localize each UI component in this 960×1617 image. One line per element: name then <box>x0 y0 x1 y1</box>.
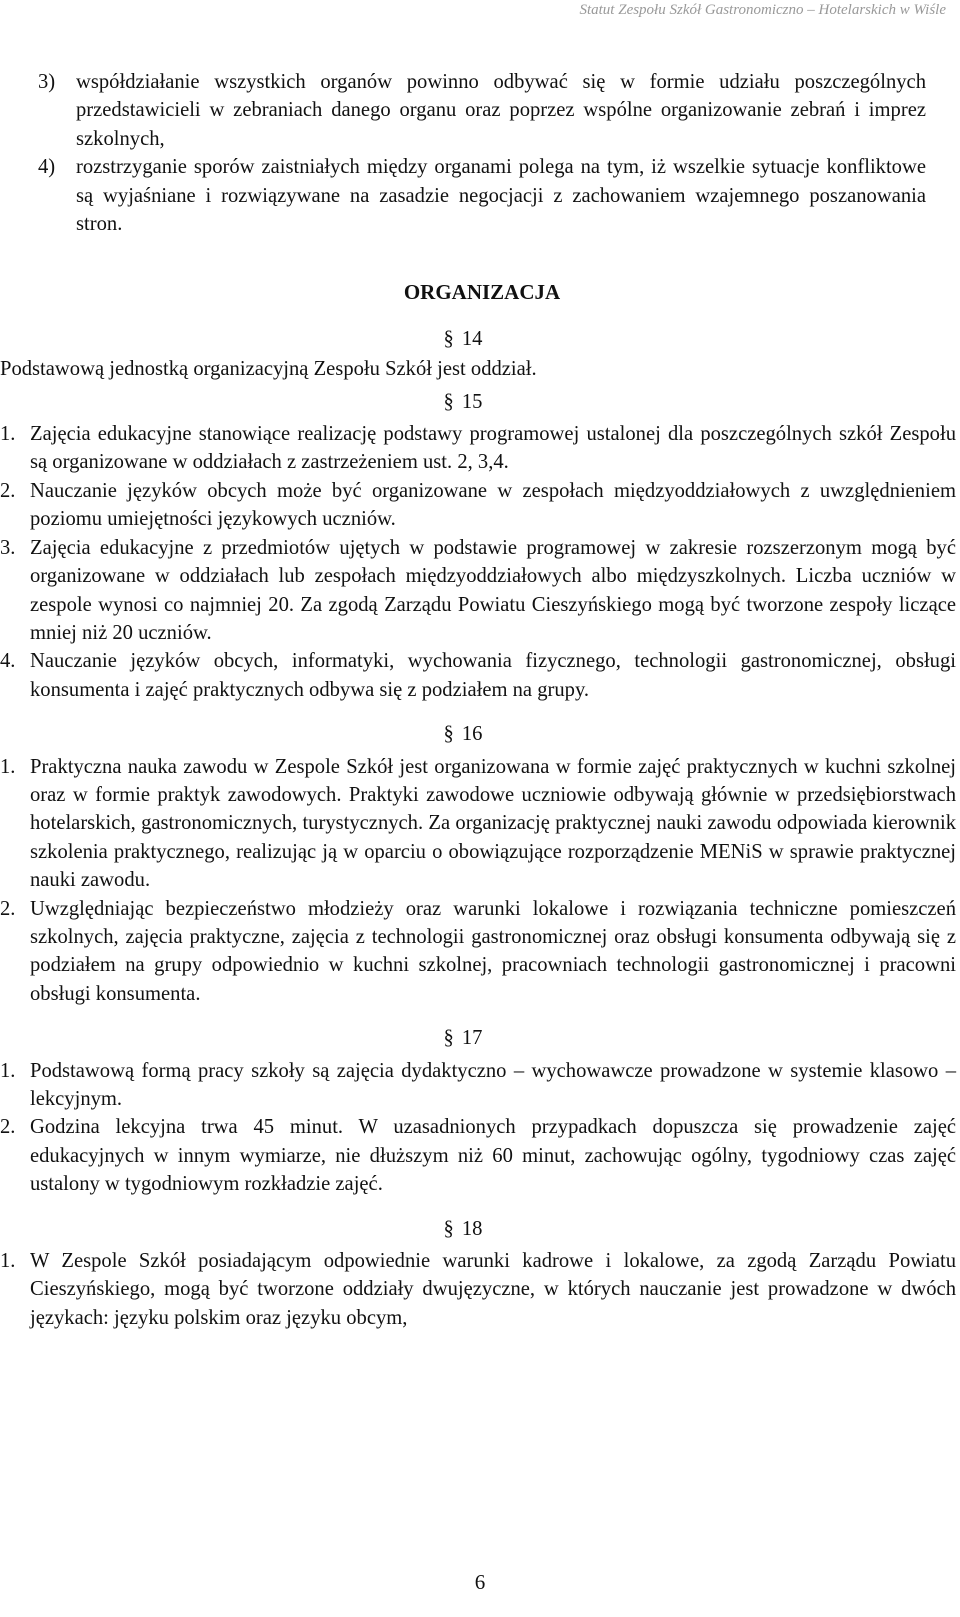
list-item <box>0 647 956 704</box>
item-number: 4) <box>38 156 56 179</box>
document-body <box>0 68 956 1332</box>
item-text: Nauczanie języków obcych, informatyki, wychowania fizycznego, technologii gastronomicznej, obsługi konsumenta i zajęć praktycznych odbywa się z podziałem na grupy. <box>30 650 956 701</box>
paragraph-heading <box>0 388 926 416</box>
list-item <box>38 68 926 153</box>
paragraph-section-18 <box>0 1215 956 1333</box>
list-item <box>0 895 956 1009</box>
paragraph-number: 16 <box>461 723 483 746</box>
list-item <box>0 753 956 895</box>
item-text: Uwzględniając bezpieczeństwo młodzieży oraz warunki lokalowe i rozwiązania techniczne pomieszczeń szkolnych, zajęcia praktyczne, zajęcia z technologii gastronomicznej oraz obsługi konsumenta odbywają się z podziałem na grupy odpowiednio w kuchni szkolnej, pracowniach technologii gastronomicznej i pracowni obsługi konsumenta. <box>30 897 956 1005</box>
item-number: 2. <box>0 1116 16 1139</box>
paragraph-heading <box>0 325 926 353</box>
paragraph-heading <box>0 1024 926 1052</box>
page-number: 6 <box>474 1570 486 1594</box>
paragraph-items <box>0 1247 956 1332</box>
paragraph-number: 14 <box>461 327 483 350</box>
section-symbol: § <box>443 1217 454 1240</box>
list-item <box>0 534 956 648</box>
item-number: 1. <box>0 755 16 778</box>
item-number: 1. <box>0 1250 16 1273</box>
section-symbol: § <box>443 723 454 746</box>
running-header: Statut Zespołu Szkół Gastronomiczno – Hotelarskich w Wiśle <box>579 2 946 18</box>
section-symbol: § <box>443 390 454 413</box>
item-text: Praktyczna nauka zawodu w Zespole Szkół jest organizowana w formie zajęć praktycznych w kuchni szkolnej oraz w formie praktyk zawodowych. Praktyki zawodowe uczniowie odbywają głównie w przedsiębiorstwach hotelarskich, gastronomicznych, turystycznych. Za organizację praktycznej nauki zawodu odpowiada kierownik szkolenia praktycznego, realizując ją w oparciu o obowiązujące rozporządzenie MENiS w sprawie praktycznej nauki zawodu. <box>30 755 956 892</box>
paragraph-text: Podstawową jednostką organizacyjną Zespołu Szkół jest oddział. <box>0 358 537 381</box>
list-item <box>0 1247 956 1332</box>
paragraphs-container <box>0 325 956 1332</box>
item-text: rozstrzyganie sporów zaistniałych między organami polega na tym, iż wszelkie sytuacje konfliktowe są wyjaśniane i rozwiązywane na zasadzie negocjacji z zachowaniem wzajemnego poszanowania stron. <box>76 156 926 236</box>
list-item <box>0 420 956 477</box>
paragraph-section-14 <box>0 325 956 384</box>
item-text: współdziałanie wszystkich organów powinno odbywać się w formie udziału poszczególnych przedstawicieli w zebraniach danego organu oraz poprzez wspólne organizowanie zebrań i imprez szkolnych, <box>76 71 926 150</box>
paragraph-heading <box>0 720 926 748</box>
section-heading: ORGANIZACJA <box>403 280 561 305</box>
item-number: 2. <box>0 479 16 502</box>
item-number: 1. <box>0 1059 16 1082</box>
paragraph-heading <box>0 1215 926 1243</box>
list-item <box>0 477 956 534</box>
paragraph-items <box>0 753 956 1009</box>
list-item <box>38 153 926 238</box>
paragraph-section-17 <box>0 1024 956 1198</box>
item-number: 2. <box>0 897 16 920</box>
item-text: W Zespole Szkół posiadającym odpowiednie warunki kadrowe i lokalowe, za zgodą Zarządu Powiatu Cieszyńskiego, mogą być tworzone oddziały dwujęzyczne, w których nauczanie jest prowadzone w dwóch językach: języku polskim oraz języku obcym, <box>30 1250 956 1329</box>
list-item <box>0 1057 956 1114</box>
pre-items-list <box>38 68 926 238</box>
paragraph-number: 15 <box>461 390 483 413</box>
paragraph-section-15 <box>0 388 956 704</box>
item-text: Godzina lekcyjna trwa 45 minut. W uzasadnionych przypadkach dopuszcza się prowadzenie zajęć edukacyjnych w innym wymiarze, nie dłuższym niż 60 minut, zachowując ogólny, tygodniowy czas zajęć ustalony w tygodniowym rozkładzie zajęć. <box>30 1116 956 1196</box>
section-symbol: § <box>443 327 454 350</box>
section-symbol: § <box>443 1027 454 1050</box>
item-text: Zajęcia edukacyjne z przedmiotów ujętych w podstawie programowej w zakresie rozszerzonym mogą być organizowane w oddziałach lub zespołach międzyoddziałowych albo międzyszkolnych. Liczba uczniów w zespole wynosi co najmniej 20. Za zgodą Zarządu Powiatu Cieszyńskiego mogą być tworzone zespoły liczące mniej niż 20 uczniów. <box>30 536 956 644</box>
paragraph-items <box>0 1057 956 1199</box>
paragraph-items <box>0 420 956 704</box>
item-number: 4. <box>0 650 16 673</box>
item-number: 3. <box>0 536 16 559</box>
paragraph-section-16 <box>0 720 956 1008</box>
item-text: Podstawową formą pracy szkoły są zajęcia dydaktyczno – wychowawcze prowadzone w systemie klasowo – lekcyjnym. <box>30 1059 956 1110</box>
item-number: 3) <box>38 71 56 93</box>
item-number: 1. <box>0 423 16 446</box>
item-text: Nauczanie języków obcych może być organizowane w zespołach międzyoddziałowych z uwzględnieniem poziomu umiejętności językowych uczniów. <box>30 479 956 531</box>
list-item <box>0 1113 956 1198</box>
item-text: Zajęcia edukacyjne stanowiące realizację podstawy programowej ustalonej dla poszczególnych szkół Zespołu są organizowane w oddziałach z zastrzeżeniem ust. 2, 3,4. <box>30 423 956 474</box>
paragraph-number: 18 <box>461 1217 483 1240</box>
paragraph-number: 17 <box>461 1027 483 1050</box>
